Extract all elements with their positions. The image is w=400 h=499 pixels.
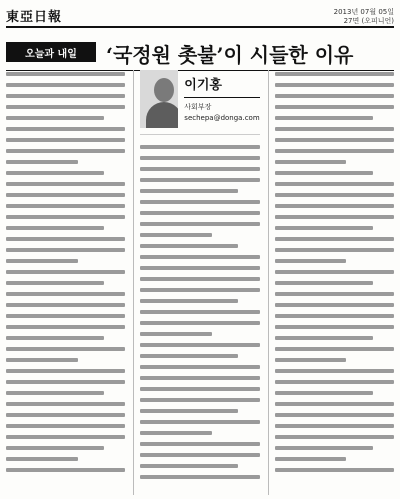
text-line [6,413,125,417]
text-line [275,457,347,461]
masthead [6,6,394,28]
text-line [6,292,125,296]
text-line [140,420,259,424]
issue-page-line: 27면 (오피니언) [343,17,394,25]
text-line [140,255,259,259]
text-line [275,281,373,285]
text-line [6,72,125,76]
text-line [275,171,373,175]
author-title: 사회부장 [184,103,212,111]
text-line [275,402,394,406]
text-line [6,116,104,120]
body-text-placeholder [140,143,259,479]
text-line [140,442,259,446]
text-line [275,226,373,230]
text-line [275,182,394,186]
body-text-placeholder [6,70,125,472]
author-photo [140,70,178,128]
text-line [140,233,212,237]
text-line [140,299,238,303]
headline: ‘국정원 촛불’이 시들한 이유 [106,43,354,67]
text-line [6,127,125,131]
text-line [275,468,394,472]
text-line [140,365,259,369]
text-line [275,314,394,318]
text-line [140,189,238,193]
text-line [6,94,125,98]
text-line [6,347,125,351]
text-line [140,321,259,325]
text-line [275,391,373,395]
text-line [275,358,347,362]
text-line [6,336,104,340]
text-line [6,369,125,373]
byline-box [140,70,259,135]
text-line [140,332,212,336]
newspaper-logo: 東亞日報 [6,10,63,25]
text-line [6,226,104,230]
text-line [275,303,394,307]
text-line [140,145,259,149]
column-2 [133,70,259,495]
article-header [6,34,394,68]
text-line [6,83,125,87]
text-line [275,193,394,197]
text-line [6,237,125,241]
text-line [140,178,259,182]
text-line [6,215,125,219]
text-line [140,310,259,314]
text-line [6,446,104,450]
text-line [140,156,259,160]
text-line [275,116,373,120]
text-line [275,72,394,76]
text-line [275,347,394,351]
text-line [6,248,125,252]
text-line [275,336,373,340]
body-text-placeholder [275,70,394,472]
issue-date-line: 2013년 07월 05일 [333,8,394,16]
text-line [140,387,259,391]
text-line [275,237,394,241]
column-3 [268,70,394,495]
text-line [275,435,394,439]
text-line [6,193,125,197]
text-line [275,413,394,417]
text-line [6,325,125,329]
text-line [275,204,394,208]
text-line [275,149,394,153]
text-line [140,431,212,435]
text-line [6,259,78,263]
text-line [140,277,259,281]
text-line [275,369,394,373]
text-line [6,138,125,142]
text-line [140,200,259,204]
text-line [275,248,394,252]
text-line [6,204,125,208]
text-line [6,424,125,428]
text-line [6,303,125,307]
text-line [6,182,125,186]
text-line [140,475,259,479]
text-line [6,171,104,175]
text-line [275,215,394,219]
text-line [140,464,238,468]
text-line [6,358,78,362]
text-line [275,94,394,98]
text-line [140,266,259,270]
text-line [140,244,238,248]
text-line [6,468,125,472]
text-line [140,343,259,347]
text-line [140,211,259,215]
text-line [275,325,394,329]
text-line [6,380,125,384]
article-columns [6,70,394,495]
text-line [275,446,373,450]
text-line [140,398,259,402]
text-line [275,259,347,263]
column-section-tag: 오늘과 내일 [6,42,96,62]
text-line [140,167,259,171]
text-line [275,127,394,131]
text-line [6,435,125,439]
issue-date [334,8,394,26]
text-line [6,149,125,153]
text-line [275,83,394,87]
text-line [275,424,394,428]
text-line [6,402,125,406]
text-line [140,453,259,457]
column-1 [6,70,125,495]
text-line [140,222,259,226]
text-line [6,391,104,395]
author-email: sechepa@donga.com [184,114,260,122]
text-line [140,376,259,380]
text-line [275,105,394,109]
text-line [6,105,125,109]
text-line [140,288,259,292]
text-line [275,270,394,274]
text-line [275,138,394,142]
text-line [6,270,125,274]
byline-text [184,70,259,128]
text-line [275,292,394,296]
text-line [275,380,394,384]
text-line [140,354,238,358]
text-line [275,160,347,164]
author-name: 이기홍 [184,78,222,93]
text-line [6,160,78,164]
text-line [140,409,238,413]
text-line [6,314,125,318]
text-line [6,457,78,461]
text-line [6,281,104,285]
